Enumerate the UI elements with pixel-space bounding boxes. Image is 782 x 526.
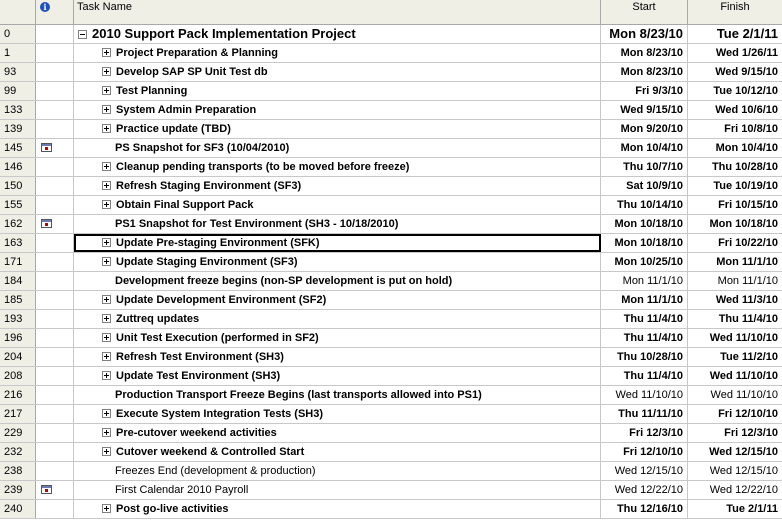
row-id[interactable]: 204 (0, 348, 36, 366)
task-row[interactable] (0, 500, 782, 519)
indicator-cell (36, 348, 74, 366)
task-name: Practice update (TBD) (116, 123, 231, 135)
task-start[interactable]: Mon 11/1/10 (601, 272, 688, 290)
task-start[interactable]: Thu 11/4/10 (601, 329, 688, 347)
indicator-cell (36, 196, 74, 214)
expand-icon[interactable] (102, 257, 111, 266)
task-row[interactable] (0, 462, 782, 481)
task-name-cell[interactable] (74, 424, 601, 442)
task-name-cell[interactable] (74, 500, 601, 518)
indicator-cell (36, 120, 74, 138)
header-task-name[interactable]: Task Name (74, 0, 601, 24)
task-finish[interactable]: Mon 11/1/10 (717, 275, 778, 287)
task-name-cell[interactable] (74, 291, 601, 309)
task-name: Pre-cutover weekend activities (116, 427, 277, 439)
expand-icon[interactable] (102, 314, 111, 323)
expand-icon[interactable] (102, 86, 111, 95)
task-start[interactable]: Wed 11/10/10 (601, 386, 688, 404)
task-name-cell[interactable] (74, 348, 601, 366)
task-start[interactable]: Mon 10/18/10 (601, 234, 688, 252)
row-id[interactable]: 238 (0, 462, 36, 480)
expand-icon[interactable] (102, 352, 111, 361)
row-id[interactable]: 145 (0, 139, 36, 157)
task-name: Execute System Integration Tests (SH3) (116, 408, 324, 420)
task-name: Refresh Staging Environment (SF3) (116, 180, 302, 192)
task-finish[interactable]: Wed 9/15/10 (715, 66, 778, 78)
indicator-cell (36, 462, 74, 480)
expand-icon[interactable] (102, 67, 111, 76)
row-id[interactable]: 216 (0, 386, 36, 404)
indicator-cell (36, 82, 74, 100)
task-finish[interactable]: Thu 10/28/10 (711, 161, 778, 173)
expand-icon[interactable] (102, 124, 111, 133)
constraint-calendar-icon[interactable] (41, 485, 52, 494)
task-name: Post go-live activities (116, 503, 229, 515)
indicator-cell (36, 291, 74, 309)
task-finish[interactable]: Wed 11/10/10 (709, 332, 778, 344)
task-name-cell[interactable] (74, 120, 601, 138)
collapse-icon[interactable] (78, 30, 87, 39)
task-start[interactable]: Mon 9/20/10 (601, 120, 688, 138)
expand-icon[interactable] (102, 371, 111, 380)
task-name-cell[interactable] (74, 253, 601, 271)
expand-icon[interactable] (102, 238, 111, 247)
task-name-cell[interactable] (74, 44, 601, 62)
task-finish[interactable]: Tue 2/1/11 (716, 26, 778, 41)
task-name: Update Test Environment (SH3) (116, 370, 281, 382)
task-name-cell[interactable] (74, 405, 601, 423)
task-name-cell[interactable] (74, 101, 601, 119)
constraint-calendar-icon[interactable] (41, 219, 52, 228)
row-id[interactable]: 99 (0, 82, 36, 100)
row-id[interactable]: 163 (0, 234, 36, 252)
indicator-cell (36, 44, 74, 62)
expand-icon[interactable] (102, 447, 111, 456)
task-start[interactable]: Mon 8/23/10 (601, 63, 688, 81)
task-start[interactable]: Thu 10/28/10 (601, 348, 688, 366)
task-name-cell[interactable] (74, 462, 601, 480)
expand-icon[interactable] (102, 105, 111, 114)
task-name-cell[interactable] (74, 329, 601, 347)
task-finish[interactable]: Tue 10/19/10 (713, 180, 778, 192)
row-id[interactable]: 139 (0, 120, 36, 138)
task-finish[interactable]: Wed 12/15/10 (709, 446, 778, 458)
task-finish[interactable]: Tue 2/1/11 (726, 503, 778, 515)
task-start[interactable]: Mon 10/18/10 (601, 215, 688, 233)
task-finish[interactable]: Mon 10/4/10 (715, 142, 778, 154)
task-row[interactable] (0, 348, 782, 367)
task-name-cell[interactable] (74, 481, 601, 499)
row-id[interactable]: 93 (0, 63, 36, 81)
indicator-cell (36, 158, 74, 176)
task-start[interactable]: Mon 8/23/10 (601, 44, 688, 62)
task-name-cell[interactable] (74, 386, 601, 404)
task-finish[interactable]: Fri 10/8/10 (724, 123, 778, 135)
task-row[interactable] (0, 25, 782, 44)
task-finish[interactable]: Wed 12/22/10 (709, 484, 778, 496)
task-finish[interactable]: Mon 10/18/10 (709, 218, 778, 230)
row-id[interactable]: 1 (0, 44, 36, 62)
row-id[interactable]: 184 (0, 272, 36, 290)
task-row[interactable] (0, 310, 782, 329)
indicator-cell (36, 101, 74, 119)
task-name-cell[interactable] (74, 272, 601, 290)
task-row[interactable] (0, 291, 782, 310)
indicator-cell (36, 500, 74, 518)
header-id[interactable] (0, 0, 36, 24)
task-finish[interactable]: Fri 10/22/10 (718, 237, 778, 249)
expand-icon[interactable] (102, 48, 111, 57)
row-id[interactable]: 239 (0, 481, 36, 499)
task-name: Refresh Test Environment (SH3) (116, 351, 284, 363)
task-name: System Admin Preparation (116, 104, 257, 116)
task-start[interactable]: Wed 12/15/10 (601, 462, 688, 480)
task-row[interactable] (0, 329, 782, 348)
task-name-cell[interactable] (74, 215, 601, 233)
task-start[interactable]: Mon 10/4/10 (601, 139, 688, 157)
indicator-cell (36, 234, 74, 252)
task-row[interactable] (0, 253, 782, 272)
task-row[interactable] (0, 272, 782, 291)
task-row[interactable] (0, 44, 782, 63)
task-start[interactable]: Wed 9/15/10 (601, 101, 688, 119)
row-id[interactable]: 133 (0, 101, 36, 119)
row-id[interactable]: 208 (0, 367, 36, 385)
row-id[interactable]: 155 (0, 196, 36, 214)
task-name-cell[interactable] (74, 82, 601, 100)
task-finish[interactable]: Mon 11/1/10 (716, 256, 778, 268)
task-finish[interactable]: Wed 11/3/10 (715, 294, 778, 306)
expand-icon[interactable] (102, 295, 111, 304)
task-name-cell[interactable] (74, 196, 601, 214)
indicator-cell (36, 443, 74, 461)
task-row[interactable] (0, 405, 782, 424)
task-name: First Calendar 2010 Payroll (115, 484, 249, 496)
task-finish[interactable]: Tue 11/2/10 (720, 351, 778, 363)
indicator-cell (36, 215, 74, 233)
task-finish[interactable]: Wed 10/6/10 (715, 104, 778, 116)
row-id[interactable]: 185 (0, 291, 36, 309)
task-name-cell[interactable] (74, 234, 601, 252)
task-name-cell[interactable] (74, 25, 601, 43)
expand-icon[interactable] (102, 162, 111, 171)
task-row[interactable] (0, 481, 782, 500)
task-name: PS Snapshot for SF3 (10/04/2010) (115, 142, 290, 154)
task-row[interactable] (0, 367, 782, 386)
indicator-cell (36, 329, 74, 347)
task-row[interactable] (0, 82, 782, 101)
expand-icon[interactable] (102, 504, 111, 513)
task-finish[interactable]: Fri 12/3/10 (724, 427, 778, 439)
task-start[interactable]: Fri 12/10/10 (601, 443, 688, 461)
expand-icon[interactable] (102, 200, 111, 209)
expand-icon[interactable] (102, 409, 111, 418)
indicator-cell (36, 405, 74, 423)
task-name-cell[interactable] (74, 177, 601, 195)
row-id[interactable]: 162 (0, 215, 36, 233)
column-header-row (0, 0, 782, 25)
expand-icon[interactable] (102, 428, 111, 437)
row-id[interactable]: 0 (0, 25, 36, 43)
row-id[interactable]: 146 (0, 158, 36, 176)
task-start[interactable]: Wed 12/22/10 (601, 481, 688, 499)
header-indicators[interactable] (36, 0, 74, 24)
task-row[interactable] (0, 424, 782, 443)
task-finish[interactable]: Fri 12/10/10 (718, 408, 778, 420)
task-row[interactable] (0, 215, 782, 234)
task-row[interactable] (0, 196, 782, 215)
row-id[interactable]: 171 (0, 253, 36, 271)
task-row[interactable] (0, 443, 782, 462)
task-row[interactable] (0, 234, 782, 253)
task-start[interactable]: Sat 10/9/10 (601, 177, 688, 195)
task-finish[interactable]: Thu 11/4/10 (718, 313, 778, 325)
row-id[interactable]: 193 (0, 310, 36, 328)
indicator-cell (36, 139, 74, 157)
indicator-cell (36, 386, 74, 404)
task-row[interactable] (0, 63, 782, 82)
task-name: Project Preparation & Planning (116, 47, 278, 59)
task-name: Obtain Final Support Pack (116, 199, 254, 211)
task-row[interactable] (0, 101, 782, 120)
task-name: Develop SAP SP Unit Test db (116, 66, 268, 78)
expand-icon[interactable] (102, 181, 111, 190)
header-finish[interactable]: Finish (720, 1, 750, 13)
task-start[interactable]: Mon 10/25/10 (601, 253, 688, 271)
task-name: Cutover weekend & Controlled Start (116, 446, 305, 458)
task-finish[interactable]: Tue 10/12/10 (713, 85, 778, 97)
indicator-cell (36, 481, 74, 499)
task-name: Production Transport Freeze Begins (last transports allowed into PS1) (115, 389, 482, 401)
task-name: Unit Test Execution (performed in SF2) (116, 332, 319, 344)
task-name: Development freeze begins (non-SP development is put on hold) (115, 275, 453, 287)
indicator-cell (36, 424, 74, 442)
constraint-calendar-icon[interactable] (41, 143, 52, 152)
task-start[interactable]: Thu 12/16/10 (601, 500, 688, 518)
row-id[interactable]: 229 (0, 424, 36, 442)
task-finish[interactable]: Wed 11/10/10 (710, 389, 778, 401)
indicator-cell (36, 177, 74, 195)
indicator-cell (36, 310, 74, 328)
task-name-cell[interactable] (74, 139, 601, 157)
task-name-cell[interactable] (74, 158, 601, 176)
task-row[interactable] (0, 139, 782, 158)
task-start[interactable]: Thu 11/4/10 (601, 310, 688, 328)
task-name: PS1 Snapshot for Test Environment (SH3 - 10/18/2010) (115, 218, 399, 230)
task-finish[interactable]: Fri 10/15/10 (718, 199, 778, 211)
task-name: Update Pre-staging Environment (SFK) (116, 237, 320, 249)
task-start[interactable]: Fri 9/3/10 (601, 82, 688, 100)
task-name-cell[interactable] (74, 310, 601, 328)
task-row[interactable] (0, 120, 782, 139)
task-start[interactable]: Thu 11/11/10 (601, 405, 688, 423)
task-name: Cleanup pending transports (to be moved before freeze) (116, 161, 410, 173)
expand-icon[interactable] (102, 333, 111, 342)
indicator-cell (36, 272, 74, 290)
task-name-cell[interactable] (74, 443, 601, 461)
task-name: 2010 Support Pack Implementation Project (92, 26, 356, 41)
row-id[interactable]: 232 (0, 443, 36, 461)
task-name-cell[interactable] (74, 367, 601, 385)
row-id[interactable]: 150 (0, 177, 36, 195)
task-start[interactable]: Thu 10/7/10 (601, 158, 688, 176)
indicator-cell (36, 63, 74, 81)
task-start[interactable]: Thu 10/14/10 (601, 196, 688, 214)
task-start[interactable]: Fri 12/3/10 (601, 424, 688, 442)
task-row[interactable] (0, 386, 782, 405)
task-finish[interactable]: Wed 12/15/10 (709, 465, 778, 477)
task-name: Update Staging Environment (SF3) (116, 256, 298, 268)
task-name: Update Development Environment (SF2) (116, 294, 327, 306)
task-start[interactable]: Thu 11/4/10 (601, 367, 688, 385)
row-id[interactable]: 240 (0, 500, 36, 518)
task-name-cell[interactable] (74, 63, 601, 81)
header-start[interactable]: Start (601, 0, 688, 24)
task-row[interactable] (0, 177, 782, 196)
task-start[interactable]: Mon 8/23/10 (601, 25, 688, 43)
task-finish[interactable]: Wed 11/10/10 (709, 370, 778, 382)
task-start[interactable]: Mon 11/1/10 (601, 291, 688, 309)
indicator-cell (36, 367, 74, 385)
task-name: Zuttreq updates (116, 313, 200, 325)
row-id[interactable]: 196 (0, 329, 36, 347)
task-finish[interactable]: Wed 1/26/11 (715, 47, 778, 59)
indicator-cell (36, 253, 74, 271)
info-icon: i (40, 2, 50, 12)
task-name: Freezes End (development & production) (115, 465, 316, 477)
task-row[interactable] (0, 158, 782, 177)
indicator-cell (36, 25, 74, 43)
task-name: Test Planning (116, 85, 188, 97)
row-id[interactable]: 217 (0, 405, 36, 423)
